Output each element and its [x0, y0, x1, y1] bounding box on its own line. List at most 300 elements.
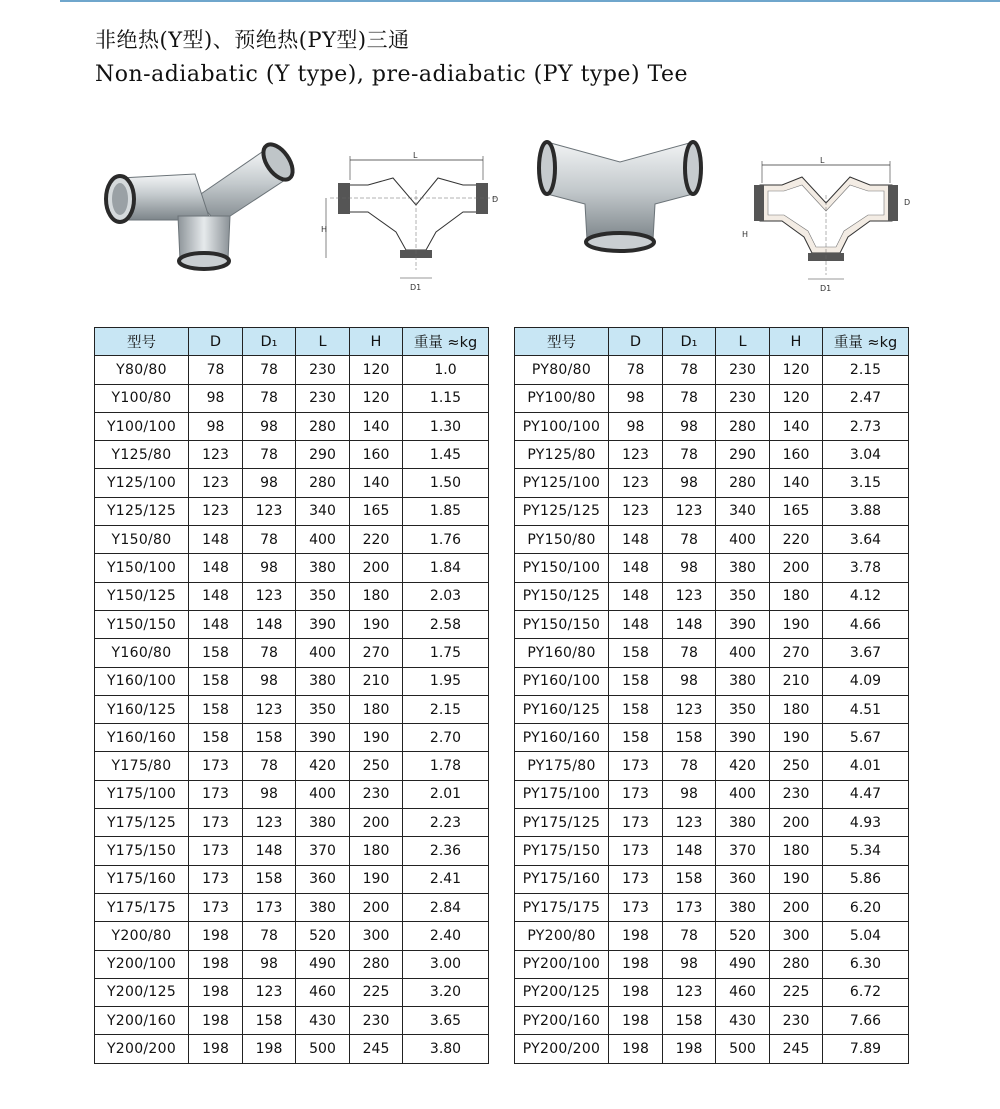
cell-d: 158 — [189, 695, 243, 723]
cell-d: 198 — [609, 1035, 663, 1063]
cell-weight: 4.47 — [823, 780, 909, 808]
y-tee-photo — [100, 128, 305, 278]
table-row — [95, 384, 489, 412]
cell-h: 210 — [350, 667, 403, 695]
cell-l: 350 — [716, 582, 770, 610]
cell-l: 230 — [296, 384, 350, 412]
cell-d: 98 — [609, 412, 663, 440]
cell-d: 123 — [609, 469, 663, 497]
cell-l: 340 — [296, 497, 350, 525]
cell-l: 380 — [296, 893, 350, 921]
cell-model: PY175/175 — [515, 893, 609, 921]
table-row — [95, 950, 489, 978]
cell-model: PY160/125 — [515, 695, 609, 723]
cell-l: 380 — [716, 893, 770, 921]
cell-model: Y150/150 — [95, 610, 189, 638]
cell-model: Y125/100 — [95, 469, 189, 497]
cell-l: 390 — [296, 724, 350, 752]
cell-h: 180 — [350, 695, 403, 723]
cell-l: 280 — [296, 412, 350, 440]
cell-d: 198 — [609, 922, 663, 950]
py-tee-photo — [525, 132, 715, 262]
table-row — [95, 922, 489, 950]
cell-d: 148 — [609, 526, 663, 554]
cell-h: 200 — [770, 893, 823, 921]
table-row — [95, 469, 489, 497]
table-row — [95, 724, 489, 752]
dim-label-l: L — [413, 151, 418, 160]
cell-h: 200 — [350, 554, 403, 582]
cell-weight: 2.01 — [403, 780, 489, 808]
cell-h: 190 — [770, 724, 823, 752]
cell-l: 400 — [716, 526, 770, 554]
cell-model: Y175/80 — [95, 752, 189, 780]
cell-l: 360 — [296, 865, 350, 893]
table-row — [95, 865, 489, 893]
cell-h: 160 — [770, 441, 823, 469]
cell-d1: 98 — [243, 554, 296, 582]
cell-d1: 123 — [243, 497, 296, 525]
cell-model: PY100/80 — [515, 384, 609, 412]
table-row — [95, 441, 489, 469]
cell-d: 98 — [609, 384, 663, 412]
cell-h: 120 — [770, 356, 823, 384]
cell-d1: 78 — [243, 526, 296, 554]
cell-model: Y175/175 — [95, 893, 189, 921]
cell-l: 230 — [716, 356, 770, 384]
header-d1: D₁ — [663, 328, 716, 356]
cell-l: 430 — [716, 1007, 770, 1035]
cell-d: 173 — [609, 780, 663, 808]
title-chinese: 非绝热(Y型)、预绝热(PY型)三通 — [95, 28, 410, 52]
dim-label-h: H — [321, 225, 328, 234]
cell-model: PY200/160 — [515, 1007, 609, 1035]
cell-weight: 2.36 — [403, 837, 489, 865]
table-row — [515, 554, 909, 582]
cell-h: 140 — [350, 469, 403, 497]
py-table-body — [515, 356, 909, 1063]
cell-model: PY175/150 — [515, 837, 609, 865]
cell-h: 230 — [770, 1007, 823, 1035]
cell-l: 400 — [296, 780, 350, 808]
cell-l: 380 — [296, 554, 350, 582]
cell-d1: 148 — [243, 837, 296, 865]
cell-model: PY175/100 — [515, 780, 609, 808]
table-row — [95, 497, 489, 525]
cell-model: PY160/80 — [515, 639, 609, 667]
table-row — [515, 356, 909, 384]
cell-h: 230 — [350, 780, 403, 808]
table-row — [515, 695, 909, 723]
cell-l: 390 — [296, 610, 350, 638]
cell-weight: 1.15 — [403, 384, 489, 412]
cell-model: Y200/200 — [95, 1035, 189, 1063]
cell-h: 225 — [350, 978, 403, 1006]
cell-model: PY150/80 — [515, 526, 609, 554]
table-row — [515, 384, 909, 412]
table-row — [515, 526, 909, 554]
header-d: D — [609, 328, 663, 356]
cell-h: 180 — [770, 695, 823, 723]
table-row — [515, 978, 909, 1006]
cell-l: 460 — [296, 978, 350, 1006]
cell-h: 190 — [350, 610, 403, 638]
table-row — [515, 724, 909, 752]
cell-h: 165 — [350, 497, 403, 525]
cell-d: 158 — [609, 695, 663, 723]
cell-d1: 158 — [663, 724, 716, 752]
cell-weight: 2.15 — [823, 356, 909, 384]
cell-l: 400 — [716, 780, 770, 808]
cell-d1: 98 — [243, 412, 296, 440]
cell-d1: 123 — [243, 809, 296, 837]
table-row — [515, 639, 909, 667]
cell-h: 140 — [350, 412, 403, 440]
table-row — [95, 526, 489, 554]
cell-d1: 98 — [243, 469, 296, 497]
cell-weight: 3.64 — [823, 526, 909, 554]
cell-d1: 148 — [663, 837, 716, 865]
cell-weight: 2.23 — [403, 809, 489, 837]
header-d: D — [189, 328, 243, 356]
cell-weight: 2.70 — [403, 724, 489, 752]
cell-l: 390 — [716, 610, 770, 638]
cell-model: Y200/125 — [95, 978, 189, 1006]
cell-l: 380 — [296, 667, 350, 695]
cell-weight: 4.01 — [823, 752, 909, 780]
cell-d: 78 — [609, 356, 663, 384]
cell-h: 190 — [770, 610, 823, 638]
cell-l: 230 — [296, 356, 350, 384]
cell-weight: 1.84 — [403, 554, 489, 582]
table-row — [95, 582, 489, 610]
table-row — [95, 610, 489, 638]
cell-d1: 98 — [243, 950, 296, 978]
cell-l: 420 — [296, 752, 350, 780]
cell-model: Y200/100 — [95, 950, 189, 978]
cell-l: 460 — [716, 978, 770, 1006]
table-row — [95, 554, 489, 582]
cell-l: 340 — [716, 497, 770, 525]
table-row — [95, 695, 489, 723]
table-row — [515, 582, 909, 610]
cell-d: 173 — [189, 865, 243, 893]
cell-d: 198 — [189, 1035, 243, 1063]
cell-l: 280 — [296, 469, 350, 497]
cell-d1: 98 — [663, 780, 716, 808]
cell-model: PY160/160 — [515, 724, 609, 752]
cell-model: PY150/100 — [515, 554, 609, 582]
cell-l: 400 — [296, 526, 350, 554]
cell-d1: 78 — [663, 441, 716, 469]
cell-d: 148 — [189, 554, 243, 582]
cell-model: Y200/80 — [95, 922, 189, 950]
cell-d1: 123 — [663, 978, 716, 1006]
cell-d: 98 — [189, 384, 243, 412]
cell-l: 430 — [296, 1007, 350, 1035]
cell-model: Y160/125 — [95, 695, 189, 723]
table-row — [95, 667, 489, 695]
cell-d: 123 — [189, 441, 243, 469]
cell-h: 120 — [770, 384, 823, 412]
cell-weight: 3.65 — [403, 1007, 489, 1035]
cell-weight: 2.40 — [403, 922, 489, 950]
y-tee-drawing — [318, 150, 508, 295]
cell-d1: 78 — [663, 639, 716, 667]
cell-weight: 3.20 — [403, 978, 489, 1006]
cell-l: 490 — [296, 950, 350, 978]
cell-d: 158 — [189, 667, 243, 695]
cell-d1: 98 — [663, 667, 716, 695]
cell-d1: 123 — [243, 978, 296, 1006]
cell-d: 148 — [189, 526, 243, 554]
cell-model: Y175/160 — [95, 865, 189, 893]
cell-model: PY200/125 — [515, 978, 609, 1006]
cell-d1: 98 — [663, 412, 716, 440]
cell-h: 250 — [770, 752, 823, 780]
cell-model: PY150/150 — [515, 610, 609, 638]
cell-d1: 78 — [243, 752, 296, 780]
cell-l: 520 — [296, 922, 350, 950]
table-row — [515, 780, 909, 808]
cell-weight: 6.20 — [823, 893, 909, 921]
cell-l: 290 — [716, 441, 770, 469]
cell-h: 230 — [350, 1007, 403, 1035]
cell-weight: 7.66 — [823, 1007, 909, 1035]
cell-d: 123 — [189, 497, 243, 525]
table-row — [515, 752, 909, 780]
cell-model: Y100/100 — [95, 412, 189, 440]
cell-weight: 3.04 — [823, 441, 909, 469]
cell-h: 245 — [770, 1035, 823, 1063]
cell-d: 173 — [189, 893, 243, 921]
cell-d: 198 — [189, 922, 243, 950]
cell-weight: 4.09 — [823, 667, 909, 695]
table-row — [95, 893, 489, 921]
cell-model: Y150/80 — [95, 526, 189, 554]
table-row — [515, 1007, 909, 1035]
cell-d1: 78 — [243, 384, 296, 412]
top-accent-rule — [60, 0, 1000, 2]
cell-weight: 1.75 — [403, 639, 489, 667]
table-row — [515, 441, 909, 469]
cell-weight: 1.78 — [403, 752, 489, 780]
header-model: 型号 — [95, 328, 189, 356]
cell-model: PY175/125 — [515, 809, 609, 837]
cell-l: 230 — [716, 384, 770, 412]
header-d1: D₁ — [243, 328, 296, 356]
cell-h: 140 — [770, 412, 823, 440]
table-row — [95, 639, 489, 667]
cell-d1: 98 — [243, 780, 296, 808]
cell-weight: 3.88 — [823, 497, 909, 525]
cell-d: 148 — [609, 554, 663, 582]
cell-d1: 148 — [243, 610, 296, 638]
cell-model: PY175/80 — [515, 752, 609, 780]
cell-d: 173 — [189, 837, 243, 865]
cell-l: 380 — [296, 809, 350, 837]
cell-model: Y160/100 — [95, 667, 189, 695]
cell-h: 165 — [770, 497, 823, 525]
cell-d: 198 — [189, 950, 243, 978]
cell-d: 78 — [189, 356, 243, 384]
table-row — [515, 667, 909, 695]
cell-model: Y175/100 — [95, 780, 189, 808]
cell-weight: 5.86 — [823, 865, 909, 893]
cell-d: 123 — [609, 441, 663, 469]
cell-d: 158 — [189, 724, 243, 752]
table-row — [95, 356, 489, 384]
cell-h: 300 — [350, 922, 403, 950]
cell-d1: 173 — [243, 893, 296, 921]
table-header-row — [515, 328, 909, 356]
cell-d1: 78 — [663, 356, 716, 384]
cell-h: 180 — [350, 582, 403, 610]
cell-model: Y200/160 — [95, 1007, 189, 1035]
cell-d1: 98 — [663, 950, 716, 978]
cell-d: 173 — [189, 752, 243, 780]
cell-d: 123 — [609, 497, 663, 525]
header-h: H — [350, 328, 403, 356]
table-row — [95, 1007, 489, 1035]
cell-d: 98 — [189, 412, 243, 440]
cell-d: 148 — [189, 610, 243, 638]
cell-h: 140 — [770, 469, 823, 497]
cell-l: 390 — [716, 724, 770, 752]
cell-weight: 1.0 — [403, 356, 489, 384]
header-l: L — [296, 328, 350, 356]
cell-weight: 4.93 — [823, 809, 909, 837]
cell-l: 520 — [716, 922, 770, 950]
py-dim-label-d: D — [904, 198, 911, 207]
cell-l: 280 — [716, 412, 770, 440]
header-weight: 重量 ≈kg — [823, 328, 909, 356]
table-row — [515, 865, 909, 893]
cell-d1: 78 — [663, 526, 716, 554]
cell-d1: 78 — [663, 384, 716, 412]
cell-d1: 158 — [243, 865, 296, 893]
cell-h: 200 — [770, 809, 823, 837]
cell-h: 200 — [770, 554, 823, 582]
cell-model: Y175/125 — [95, 809, 189, 837]
cell-d1: 78 — [243, 639, 296, 667]
cell-d: 198 — [609, 950, 663, 978]
cell-weight: 3.15 — [823, 469, 909, 497]
cell-model: PY150/125 — [515, 582, 609, 610]
cell-d: 158 — [609, 667, 663, 695]
y-table-body — [95, 356, 489, 1063]
py-type-spec-table — [514, 327, 909, 1064]
cell-weight: 1.45 — [403, 441, 489, 469]
cell-weight: 1.50 — [403, 469, 489, 497]
cell-h: 245 — [350, 1035, 403, 1063]
cell-d1: 198 — [663, 1035, 716, 1063]
table-row — [515, 893, 909, 921]
cell-d: 198 — [189, 978, 243, 1006]
cell-weight: 6.72 — [823, 978, 909, 1006]
cell-l: 360 — [716, 865, 770, 893]
py-dim-label-l: L — [820, 156, 825, 165]
cell-h: 230 — [770, 780, 823, 808]
cell-d: 173 — [609, 752, 663, 780]
table-row — [95, 978, 489, 1006]
cell-l: 280 — [716, 469, 770, 497]
table-row — [95, 837, 489, 865]
table-row — [95, 412, 489, 440]
cell-d: 173 — [609, 893, 663, 921]
cell-h: 120 — [350, 384, 403, 412]
cell-l: 490 — [716, 950, 770, 978]
table-row — [515, 412, 909, 440]
cell-h: 200 — [350, 809, 403, 837]
cell-l: 290 — [296, 441, 350, 469]
table-row — [515, 809, 909, 837]
cell-d1: 78 — [663, 752, 716, 780]
cell-model: Y160/160 — [95, 724, 189, 752]
y-type-spec-table — [94, 327, 489, 1064]
header-h: H — [770, 328, 823, 356]
cell-weight: 2.15 — [403, 695, 489, 723]
py-tee-drawing — [740, 155, 915, 295]
header-model: 型号 — [515, 328, 609, 356]
cell-l: 500 — [296, 1035, 350, 1063]
cell-weight: 2.84 — [403, 893, 489, 921]
cell-model: PY160/100 — [515, 667, 609, 695]
cell-h: 220 — [350, 526, 403, 554]
cell-d1: 123 — [663, 695, 716, 723]
cell-h: 190 — [350, 865, 403, 893]
table-row — [515, 922, 909, 950]
cell-l: 380 — [716, 809, 770, 837]
cell-model: Y80/80 — [95, 356, 189, 384]
cell-h: 180 — [770, 582, 823, 610]
header-l: L — [716, 328, 770, 356]
cell-l: 420 — [716, 752, 770, 780]
py-dim-label-d1: D1 — [820, 284, 832, 293]
cell-weight: 2.03 — [403, 582, 489, 610]
cell-weight: 1.95 — [403, 667, 489, 695]
cell-h: 225 — [770, 978, 823, 1006]
cell-d: 198 — [189, 1007, 243, 1035]
cell-weight: 2.58 — [403, 610, 489, 638]
cell-weight: 3.78 — [823, 554, 909, 582]
cell-model: PY125/100 — [515, 469, 609, 497]
cell-model: PY175/160 — [515, 865, 609, 893]
table-row — [95, 1035, 489, 1063]
cell-d1: 78 — [243, 356, 296, 384]
cell-weight: 4.12 — [823, 582, 909, 610]
cell-d1: 173 — [663, 893, 716, 921]
dim-label-d: D — [492, 195, 499, 204]
cell-model: PY200/80 — [515, 922, 609, 950]
cell-d: 173 — [189, 809, 243, 837]
cell-d1: 158 — [663, 865, 716, 893]
cell-d: 148 — [609, 582, 663, 610]
cell-weight: 5.67 — [823, 724, 909, 752]
cell-model: PY125/80 — [515, 441, 609, 469]
cell-weight: 1.30 — [403, 412, 489, 440]
cell-weight: 7.89 — [823, 1035, 909, 1063]
cell-weight: 6.30 — [823, 950, 909, 978]
cell-h: 270 — [350, 639, 403, 667]
table-row — [515, 950, 909, 978]
cell-weight: 1.85 — [403, 497, 489, 525]
dim-label-d1: D1 — [410, 283, 422, 292]
cell-h: 190 — [770, 865, 823, 893]
py-dim-label-h: H — [742, 230, 749, 239]
table-row — [95, 780, 489, 808]
cell-d: 158 — [609, 639, 663, 667]
